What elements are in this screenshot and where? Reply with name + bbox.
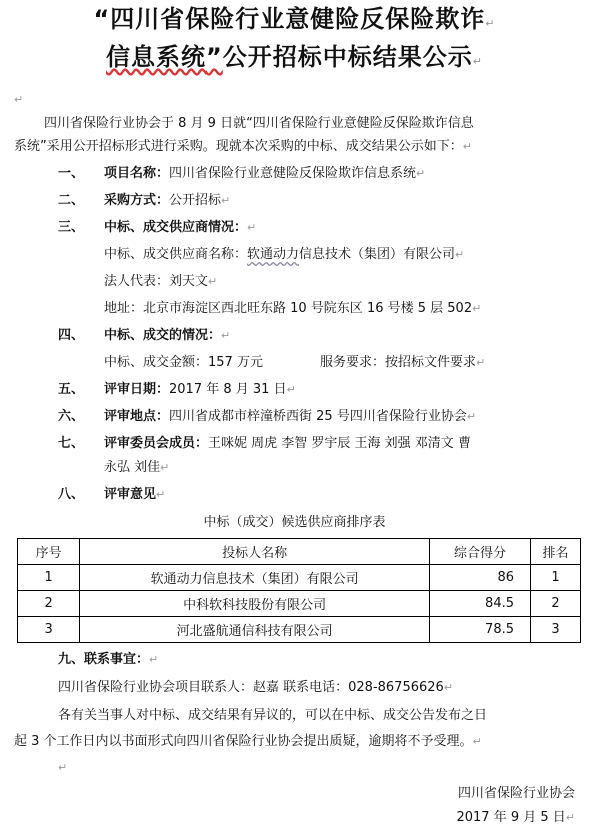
legal-representative: 法人代表：刘天文↵ (104, 274, 218, 289)
header-score: 综合得分 (430, 539, 531, 565)
objection-line-2: 起 3 个工作日内以书面形式向四川省保险行业协会提出质疑，逾期将不予受理。↵ (14, 734, 482, 749)
section-7-number: 七、 (58, 436, 85, 451)
header-rank: 排名 (531, 539, 581, 565)
contact-line: 四川省保险行业协会项目联系人：赵嘉 联系电话：028-86756626↵ (58, 680, 454, 695)
header-no: 序号 (18, 539, 80, 565)
section-6: 评审地点：四川省成都市梓潼桥西街 25 号四川省保险行业协会↵ (104, 409, 477, 424)
table-header-row (18, 539, 581, 565)
cell-score: 84.5 (430, 591, 531, 617)
cell-rank: 3 (531, 617, 581, 643)
supplier-address: 地址：北京市海淀区西北旺东路 10 号院东区 16 号楼 5 层 502↵ (104, 301, 482, 316)
section-8-number: 八、 (58, 487, 85, 502)
cell-score: 86 (430, 565, 531, 591)
section-5-number: 五、 (58, 382, 85, 397)
ranking-table (17, 538, 581, 643)
cell-name: 软通动力信息技术（集团）有限公司 (80, 565, 430, 591)
cell-no: 3 (18, 617, 80, 643)
objection-line-1: 各有关当事人对中标、成交结果有异议的，可以在中标、成交公告发布之日 (58, 708, 488, 723)
service-requirement: 服务要求：按招标文件要求↵ (320, 355, 486, 370)
section-1-number: 一、 (58, 166, 85, 181)
supplier-name-line: 中标、成交供应商名称：软通动力信息技术（集团）有限公司↵ (104, 247, 465, 262)
section-4-number: 四、 (58, 328, 85, 343)
cell-name: 河北盛航通信科技有限公司 (80, 617, 430, 643)
cell-rank: 2 (531, 591, 581, 617)
document-title-line-2: 信息系统”公开招标中标结果公示↵ (106, 43, 483, 71)
contact-heading: 九、联系事宜：↵ (58, 652, 159, 667)
section-6-number: 六、 (58, 409, 85, 424)
empty-paragraph: ↵ (14, 93, 24, 106)
cell-name: 中科软科技股份有限公司 (80, 591, 430, 617)
section-2: 采购方式：公开招标↵ (104, 193, 231, 208)
intro-line-1: 四川省保险行业协会于 8 月 9 日就“四川省保险行业意健险反保险欺诈信息 (44, 116, 474, 131)
paragraph-mark: ↵ (485, 17, 496, 30)
section-4-heading: 中标、成交的情况：↵ (104, 328, 231, 343)
header-name: 投标人名称 (80, 539, 430, 565)
section-3-heading: 中标、成交供应商情况：↵ (104, 220, 257, 235)
document-title-line-1: “四川省保险行业意健险反保险欺诈↵ (93, 5, 496, 33)
section-8: 评审意见↵ (104, 487, 166, 502)
table-row (18, 591, 581, 617)
table-row (18, 565, 581, 591)
cell-rank: 1 (531, 565, 581, 591)
section-7-line-2: 永弘 刘佳↵ (104, 460, 170, 475)
table-row (18, 617, 581, 643)
section-1: 项目名称：四川省保险行业意健险反保险欺诈信息系统↵ (104, 166, 426, 181)
empty-paragraph: ↵ (58, 761, 68, 774)
section-5: 评审日期：2017 年 8 月 31 日↵ (104, 382, 296, 397)
section-7-line-1: 评审委员会成员：王咪妮 周虎 李智 罗宇辰 王海 刘强 邓清文 曹 (104, 436, 471, 451)
section-3-number: 三、 (58, 220, 85, 235)
award-amount: 中标、成交金额：157 万元 (104, 355, 263, 370)
intro-line-2: 系统”采用公开招标形式进行采购。现就本次采购的中标、成交结果公示如下：↵ (14, 139, 472, 154)
section-2-number: 二、 (58, 193, 85, 208)
signature-org: 四川省保险行业协会 (457, 786, 575, 801)
paragraph-mark: ↵ (472, 55, 483, 68)
table-caption: 中标（成交）候选供应商排序表 (203, 515, 386, 530)
cell-score: 78.5 (430, 617, 531, 643)
cell-no: 1 (18, 565, 80, 591)
cell-no: 2 (18, 591, 80, 617)
signature-date: 2017 年 9 月 5 日↵ (456, 810, 575, 825)
